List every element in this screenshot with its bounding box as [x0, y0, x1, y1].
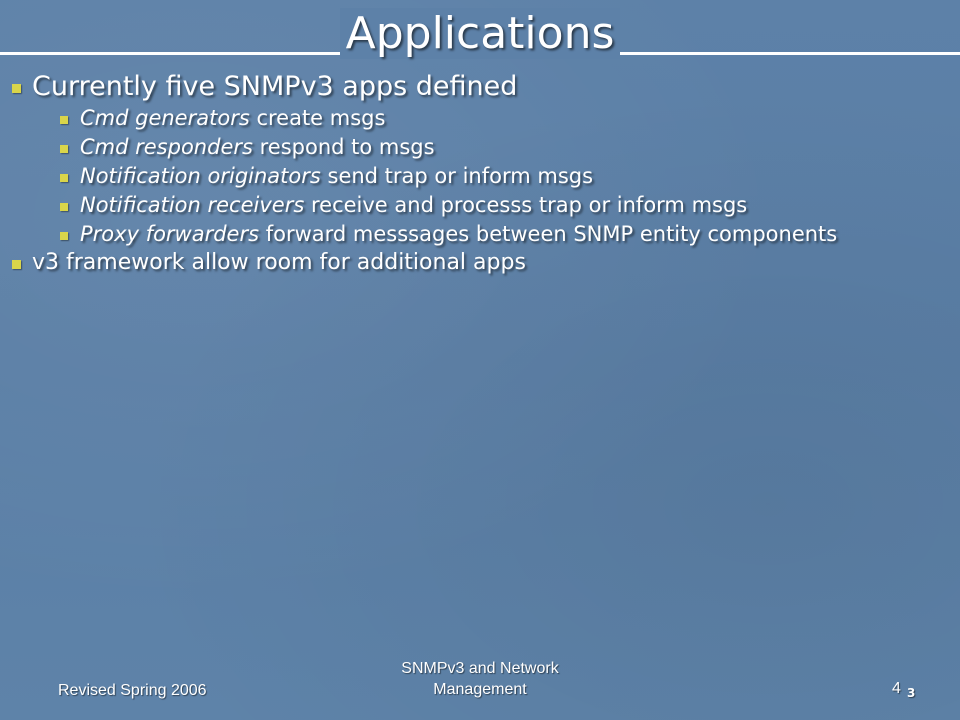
bullet-item [12, 70, 952, 104]
square-bullet-icon [60, 145, 68, 153]
footer-title-line2: Management [433, 681, 527, 698]
slide-number: 3 [907, 686, 916, 700]
bullet-term: Cmd responders [80, 135, 253, 159]
footer-page-number: 4 [892, 680, 901, 697]
bullet-item [12, 249, 952, 277]
bullet-text: forward messsages between SNMP entity components [259, 222, 838, 246]
slide-title-container [0, 6, 960, 62]
sub-bullet-item [12, 162, 952, 191]
bullet-text: respond to msgs [252, 135, 435, 159]
square-bullet-icon [60, 174, 68, 182]
bullet-text: Currently five SNMPv3 apps defined [32, 71, 518, 102]
square-bullet-icon [12, 84, 21, 93]
bullet-term: Notification originators [80, 164, 321, 188]
sub-bullet-item [12, 220, 952, 249]
bullet-list [12, 70, 952, 277]
bullet-term: Cmd generators [80, 106, 250, 130]
square-bullet-icon [60, 232, 68, 240]
bullet-term: Proxy forwarders [80, 222, 260, 246]
bullet-text: send trap or inform msgs [320, 164, 594, 188]
sub-bullet-item [12, 191, 952, 220]
square-bullet-icon [60, 116, 68, 124]
bullet-text: create msgs [249, 106, 386, 130]
square-bullet-icon [60, 203, 68, 211]
bullet-term: Notification receivers [80, 193, 305, 217]
footer-title [380, 658, 580, 700]
sub-bullet-item [12, 133, 952, 162]
footer-title-line1: SNMPv3 and Network [401, 660, 559, 677]
bullet-text: v3 framework allow room for additional apps [32, 250, 526, 275]
footer-date: Revised Spring 2006 [58, 682, 207, 699]
sub-bullet-item [12, 104, 952, 133]
bullet-text: receive and processs trap or inform msgs [304, 193, 748, 217]
slide-title: Applications [340, 8, 621, 59]
square-bullet-icon [12, 260, 21, 269]
